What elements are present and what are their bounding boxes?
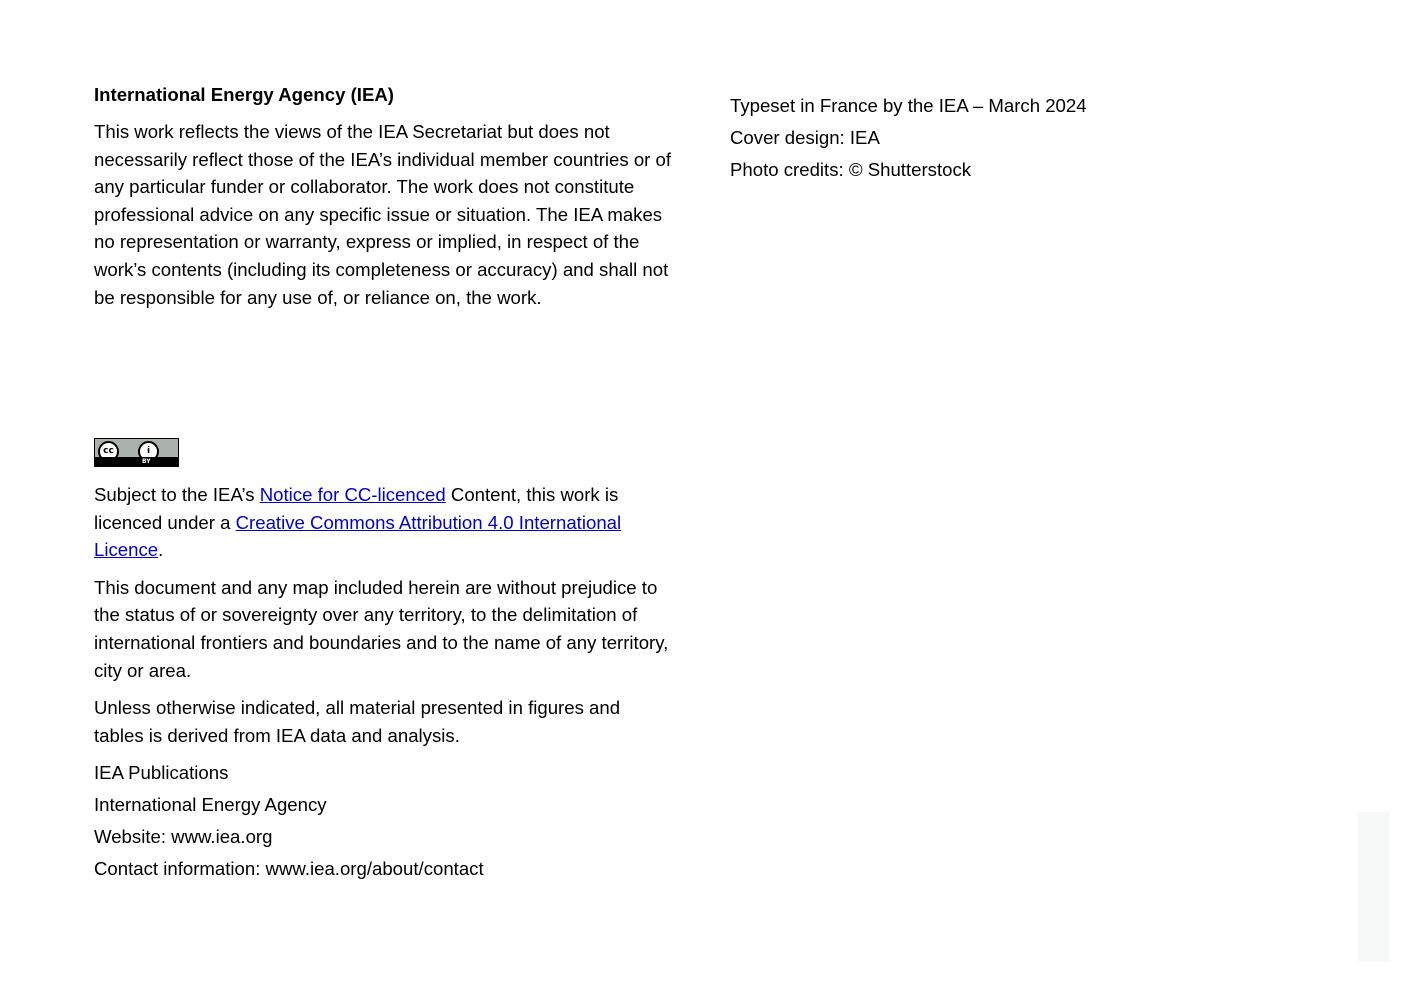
right-column <box>730 92 1250 188</box>
creative-commons-link[interactable]: Creative Commons Attribution 4.0 International Licence <box>94 511 622 561</box>
cover-design-line: Cover design: IEA <box>730 126 880 148</box>
licence-paragraph <box>94 481 674 564</box>
typeset-line: Typeset in France by the IEA – March 2024 <box>730 95 1087 116</box>
contact-info-line: Contact information: www.iea.org/about/contact <box>94 858 484 880</box>
agency-line: International Energy Agency <box>94 794 327 816</box>
attribution-icon: i <box>138 441 159 462</box>
licence-prefix: Subject to the IEA’s <box>94 484 260 505</box>
licence-suffix: . <box>158 539 164 561</box>
website-line: Website: www.iea.org <box>94 826 273 848</box>
map-disclaimer: This document and any map included herein are without prejudice to the status of or sovereignty over any territory, to the delimitation of international frontiers and boundaries and to the name of any territory, city or area. <box>94 576 669 681</box>
by-label: BY <box>142 458 151 465</box>
disclaimer-paragraph: This work reflects the views of the IEA Secretariat but does not necessarily reflect those of the IEA’s individual member countries or of any particular funder or collaborator. The work does not constitute professional advice on any specific issue or situation. The IEA makes no representation or warranty, express or implied, in respect of the work’s contents (including its completeness or accuracy) and shall not be responsible for any use of, or reliance on, the work. <box>94 121 672 308</box>
notice-cc-link[interactable]: Notice for CC-licenced <box>259 484 446 505</box>
page-edge-shade <box>1358 812 1390 962</box>
licence-middle: Content, this work is licenced under a <box>94 484 619 533</box>
badge-strip <box>95 457 178 466</box>
cc-icon: cc <box>98 441 119 462</box>
photo-credits-line: Photo credits: © Shutterstock <box>730 158 972 180</box>
licence-block <box>94 481 674 887</box>
agency-heading: International Energy Agency (IEA) <box>94 84 394 105</box>
cc-by-badge <box>94 438 179 467</box>
publisher-line: IEA Publications <box>94 762 229 784</box>
data-note: Unless otherwise indicated, all material presented in figures and tables is derived from IEA data and analysis. <box>94 697 621 746</box>
left-column <box>94 82 674 311</box>
